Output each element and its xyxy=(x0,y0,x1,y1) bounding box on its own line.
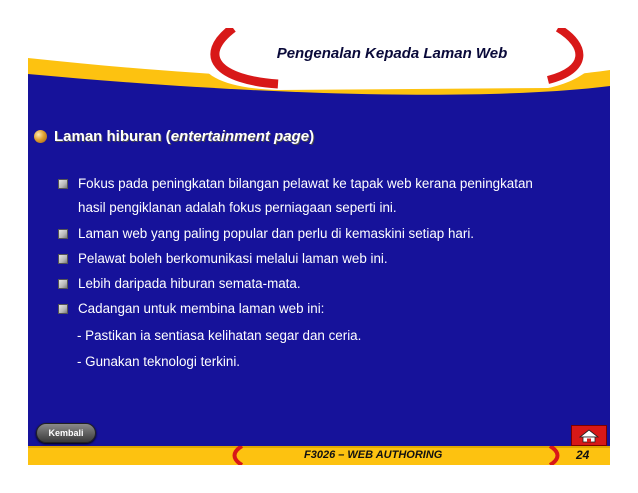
list-item: Fokus pada peningkatan bilangan pelawat ke tapak web kerana peningkatan xyxy=(58,176,533,191)
list-item: Laman web yang paling popular dan perlu di kemaskini setiap hari. xyxy=(58,226,474,241)
list-item: Lebih daripada hiburan semata-mata. xyxy=(58,276,301,291)
footer-course: F3026 – WEB AUTHORING xyxy=(304,449,443,461)
home-icon xyxy=(578,429,600,443)
page-title: Pengenalan Kepada Laman Web xyxy=(276,45,508,62)
home-button[interactable] xyxy=(571,425,607,446)
page-number: 24 xyxy=(576,448,590,462)
sub-item: - Gunakan teknologi terkini. xyxy=(77,354,241,369)
square-bullet-icon xyxy=(58,179,68,189)
square-bullet-icon xyxy=(58,304,68,314)
square-bullet-icon xyxy=(58,254,68,264)
list-item: Pelawat boleh berkomunikasi melalui laman web ini. xyxy=(58,251,388,266)
heading-text: Laman hiburan (entertainment page) xyxy=(54,128,315,145)
square-bullet-icon xyxy=(58,279,68,289)
section-heading xyxy=(34,128,314,145)
sub-item: - Pastikan ia sentiasa kelihatan segar dan ceria. xyxy=(77,328,362,343)
bullet-icon xyxy=(34,130,47,143)
list-item-continuation: hasil pengiklanan adalah fokus perniagaan seperti ini. xyxy=(78,200,397,215)
back-button[interactable]: Kembali xyxy=(36,423,96,443)
list-item: Cadangan untuk membina laman web ini: xyxy=(58,301,324,316)
square-bullet-icon xyxy=(58,229,68,239)
content-panel xyxy=(28,96,610,465)
slide xyxy=(28,28,610,465)
